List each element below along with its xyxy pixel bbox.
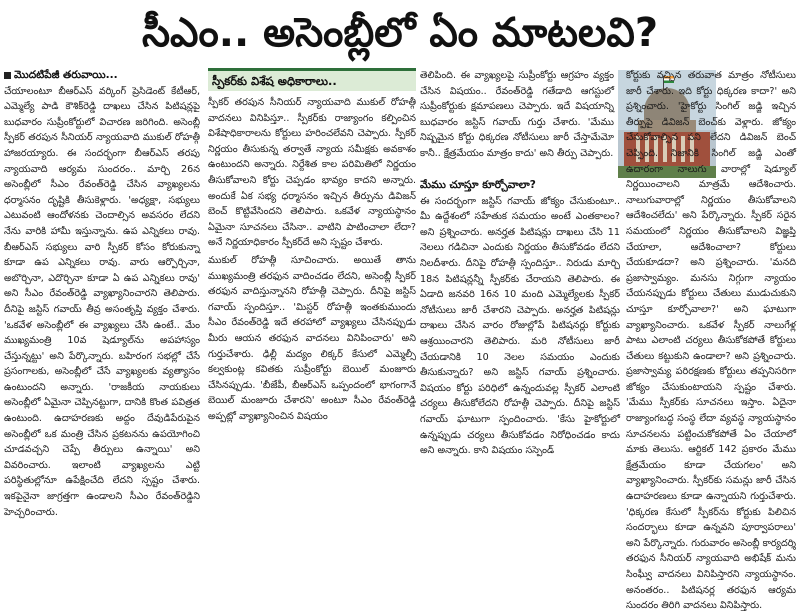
col2-paragraph-1: స్పీకర్ తరపున సీనియర్ న్యాయవాది ముకుల్ రోహత్గీ వాదనలు వినిపిస్తూ.. స్పీకర్‌కు రాజ్యాంగం కల్పించిన విశేషాధికారాలను కోర్టులు హరించలేవని చెప్పారు. స్పీకర్ నిర్ణయం తీసుకున్న తర్వాతే న్యాయ సమీక్షకు అవకాశం ఉంటుందని అన్నారు. నిర్దేశిత కాల పరిమితిలో నిర్ణయం తీసుకోవాలని కోర్టు చెప్పడం భావ్యం కాదని అన్నారు. అందుకే ఏక సభ్య ధర్మాసనం ఇచ్చిన తీర్పును డివిజన్ బెంచ్ కొట్టివేసిందని తెలిపారు. ఒకవేళ న్యాయస్థానం ఏమైనా సూచనలు చేసినా.. వాటిని పాటించాలా లేదా? అనే నిర్ణయాధికారం స్పీకర్‌దే అని స్పష్టం చేశారు. [208,97,416,249]
col3-paragraph-2: ఈ సందర్భంగా జస్టిస్ గవాయ్ జోక్యం చేసుకుంటూ.. మీ ఉద్దేశంలో సహేతుక సమయం అంటే ఎంతకాలం? అని ప్రశ్నించారు. అనర్హత పిటిషన్లు దాఖలు చేసి 11 నెలలు గడిచినా ఎందుకు నిర్ణయం తీసుకోవడం లేదని నిలదీశారు. దీనిపై రోహత్గీ స్పందిస్తూ.. నిరుడు మార్చి 18న పిటిషన్లన్నీ స్పీకర్‌కు చేరాయని తెలిపారు. ఈ ఏడాది జనవరి 16న 10 మంది ఎమ్మెల్యేలకు స్పీకర్ నోటీసులు జారీ చేశారని చెప్పారు. అనర్హత పిటిషన్లు దాఖలు చేసిన వారం రోజుల్లోపే పిటిషనర్లు కోర్టుకు ఆశ్రయించారని తెలిపారు. మరి నోటీసులు జారీ చేయడానికి 10 నెలల సమయం ఎందుకు తీసుకున్నారు? అని జస్టిస్ గవాయ్ ప్రశ్నించారు. విషయం కోర్టు పరిధిలో ఉన్నందువల్ల స్పీకర్ ఎలాంటి చర్యలు తీసుకోలేదని రోహత్గీ చెప్పారు. దీనిపై జస్టిస్ గవాయ్ ఘాటుగా స్పందించారు. 'కేసు హైకోర్టులో ఉన్నప్పుడు చర్యలు తీసుకోవడం నిరోధించడం కాదు అని అన్నారు. కాని విషయం సస్పెండ్ [420,195,620,457]
article-column-2 [208,68,416,490]
speaker-powers-heading: స్పీకర్‌కు విశేష అధికారాలు.. [208,68,416,91]
col4-paragraph-1: కోర్టుకు వచ్చిన తరువాత మాత్రం నోటీసులు జారీ చేశారు. ఇది కోర్టు ధిక్కరణ కాదా?' అని ప్రశ్నించారు. 'హైకోర్టు సింగిల్ జడ్జి ఇచ్చిన తీర్పుపై డివిజన్ బెంచ్‌కు వెళ్లారు. జోక్యం చేసుకోవాల్సిన పని లేదని డివిజన్ బెంచ్ చెప్పింది. నిజానికి సింగిల్ జడ్జి ఎంతో ఉదారంగా నాలుగు వారాల్లో షెడ్యూల్ నిర్ణయించాలని మాత్రమే ఆదేశించారు. నాలుగువారాల్లో నిర్ణయం తీసుకోవాలని ఆదేశించలేదు' అని పేర్కొన్నారు. స్పీకర్ సరైన సమయంలో నిర్ణయం తీసుకోవాలని విజ్ఞప్తి చేయాలా, ఆదేశించాలా? కోర్టులు చేయకూడదా? అని ప్రశ్నించారు. 'మనది ప్రజాస్వామ్యం. మనసు నిగ్గుగా న్యాయం చేయనప్పుడు కోర్టులు చేతులు ముడుచుకుని చూస్తూ కూర్చోవాలా?' అని ఘాటుగా వ్యాఖ్యానించారు. ఒకవేళ స్పీకర్ నాలుగేళ్ల పాటు ఎలాంటి చర్యలు తీసుకోకపోతే కోర్టులు చేతులు కట్టుకుని ఉండాలా? అని ప్రశ్నించారు. ప్రజాస్వామ్య పరిరక్షణకు కోర్టులు తప్పనిసరిగా జోక్యం చేసుకుంటాయని స్పష్టం చేశారు. 'మేము స్పీకర్‌కు సూచనలు ఇస్తాం. ఏదైనా రాజ్యాంగబద్ధ సంస్థ లేదా వ్యవస్థ న్యాయస్థానం సూచనలను పట్టించుకోకపోతే ఏం చేయాలో మాకు తెలుసు. ఆర్టికల్ 142 ప్రకారం మేము క్షేత్రమేయం కూడా చేయగలం' అని వ్యాఖ్యానించారు. స్పీకర్‌కు సమన్లు జారీ చేసిన ఉదాహరణలు కూడా ఉన్నాయని గుర్తుచేశారు. 'ధిక్కరణ కేసులో స్పీకర్‌ను కోర్టుకు పిలిచిన సందర్భాలు కూడా ఉన్నవని పూర్వాపరాలు' అని పేర్కొన్నారు. గురువారం అసెంబ్లీ కార్యదర్శి తరఫున సీనియర్ న్యాయవాది అభిషేక్ మను సింఘ్వీ వాదనలు వినిపిస్తారని న్యాయస్థానం. అనంతరం.. పిటిషనర్ల తరఫున ఆర్యమ సుందరం తిరిగి వాదనలు వినిపిస్తారు. [626,70,796,612]
col3-subhead: మేము చూస్తూ కూర్చోవాలా? [420,179,536,191]
article-column-1 [4,68,200,518]
headline: సీఎం.. అసెంబ్లీలో ఏం మాటలవి? [141,10,659,56]
continuation-subhead [4,68,200,84]
col1-paragraph-1: చేయాలంటూ బీఆర్ఎస్ వర్కింగ్ ప్రెసిడెంట్ కేటీఆర్, ఎమ్మెల్యే పాడి కౌశిక్‌రెడ్డి దాఖలు చేసిన పిటిషన్లపై బుధవారం సుప్రీంకోర్టులో విచారణ జరిగింది. అసెంబ్లీ స్పీకర్ తరపున సీనియర్ న్యాయవాది ముకుల్ రోహత్గీ హాజరయ్యారు. ఈ సందర్భంగా బీఆర్ఎస్ తరపు న్యాయవాది ఆర్యమ సుందరం.. మార్చి 26న అసెంబ్లీలో సీఎం రేవంత్‌రెడ్డి చేసిన వ్యాఖ్యలను ధర్మాసనం దృష్టికి తీసుకెళ్లారు. 'అధ్యక్షా, సభ్యులు ఎటువంటి ఆందోళనకు చెందాల్సిన అవసరం లేదని నేను వారికి హామీ ఇస్తున్నాను. ఉప ఎన్నికలు రావు. బీఆర్ఎస్ సభ్యులు వారి స్పీకర్ కోసం కోరుకున్నా కూడా ఉప ఎన్నికలు రావు. వారు ఆర్పొర్చినా, అబొర్చినా, ఎదొర్చినా కూడా ఏ ఉప ఎన్నికలు రావు' అని సీఎం రేవంత్‌రెడ్డి వ్యాఖ్యానించారని తెలిపారు. దీనిపై జస్టిస్ గవాయ్ తీవ్ర అసంతృప్తి వ్యక్తం చేశారు. 'ఒకవేళ అసెంబ్లీలో ఈ వ్యాఖ్యలు చేసి ఉంటే.. మేం ముఖ్యమంత్రి 10వ షెడ్యూల్‌ను అపహాస్యం చేస్తున్నట్టు' అని పేర్కొన్నారు. బహిరంగ సభల్లో చేసే ప్రసంగాలకు, అసెంబ్లీలో చేసే వ్యాఖ్యలకు వ్యత్యాసం ఉంటుందని అన్నారు. 'రాజకీయ నాయకులు అసెంబ్లీలో ఏమైనా చెప్పినట్టుగా, దానికి కొంత పవిత్రత ఉంటుంది. ఉదాహరణకు అద్దం దేవుడిపేరుపైన అసెంబ్లీలో ఒక మంత్రి చేసిన ప్రకటనను ఉపయోగించి చూడవచ్చని చెప్పే తీర్పులు ఉన్నాయి' అని వివరించారు. ఇలాంటి వ్యాఖ్యలను ఎట్టి పరిస్థితుల్లోనూ ఉపేక్షించేది లేదని స్పష్టం చేశారు. ఇకపైనైనా జాగ్రత్తగా ఉండాలని సీఎం రేవంత్‌రెడ్డిని హెచ్చరించారు. [4,85,200,518]
article-column-4 [626,68,796,612]
bullet-marker-icon [4,72,11,79]
continuation-label: మొదటిపేజీ తరువాయి... [14,69,118,81]
col3-paragraph-1: తెలిపింది. ఈ వ్యాఖ్యలపై సుప్రీంకోర్టు ఆగ్రహం వ్యక్తం చేసిన విషయం.. రేవంత్‌రెడ్డి గతేడాది ఆగస్టులో సుప్రీంకోర్టుకు క్షమాపణలు చెప్పారు. ఇదే విషయాన్ని బుధవారం జస్టిస్ గవాయ్ గుర్తు చేశారు. 'మేము నిష్పమైన కోర్టు ధిక్కరణ నోటీసులు జారీ చేస్తామేమో కానీ.. క్షేత్రమేయం మాత్రం కాదు' అని తీర్పు చెప్పారు. [420,70,614,159]
col2-paragraph-2: ముకుల్ రోహత్గీ సూచించారు. అయితే తాను ముఖ్యమంత్రి తరఫున వాదించడం లేదని, అసెంబ్లీ స్పీకర్ తరఫున వాదిస్తున్నానని రోహత్గీ చెప్పారు. దీనిపై జస్టిస్ గవాయ్ స్పందిస్తూ.. 'మిస్టర్ రోహత్గీ ఇంతకుముందు సీఎం రేవంత్‌రెడ్డి ఇదే తరహాలో వ్యాఖ్యలు చేసినప్పుడు మీరు ఆయన తరఫున వాదనలు వినిపించారు' అని గుర్తుచేశారు. ఢిల్లీ మద్యం లిక్కర్ కేసులో ఎమ్మెల్సీ కల్వకుంట్ల కవితకు సుప్రీంకోర్టు బెయిల్ మంజూరు చేసినప్పుడు. 'బీజేపీ, బీఆర్ఎస్ ఒప్పందంలో భాగంగానే బెయిల్ మంజూరు చేశారని' అంటూ సీఎం రేవంత్‌రెడ్డి అప్పట్లో వ్యాఖ్యానించిన విషయం [208,254,416,422]
